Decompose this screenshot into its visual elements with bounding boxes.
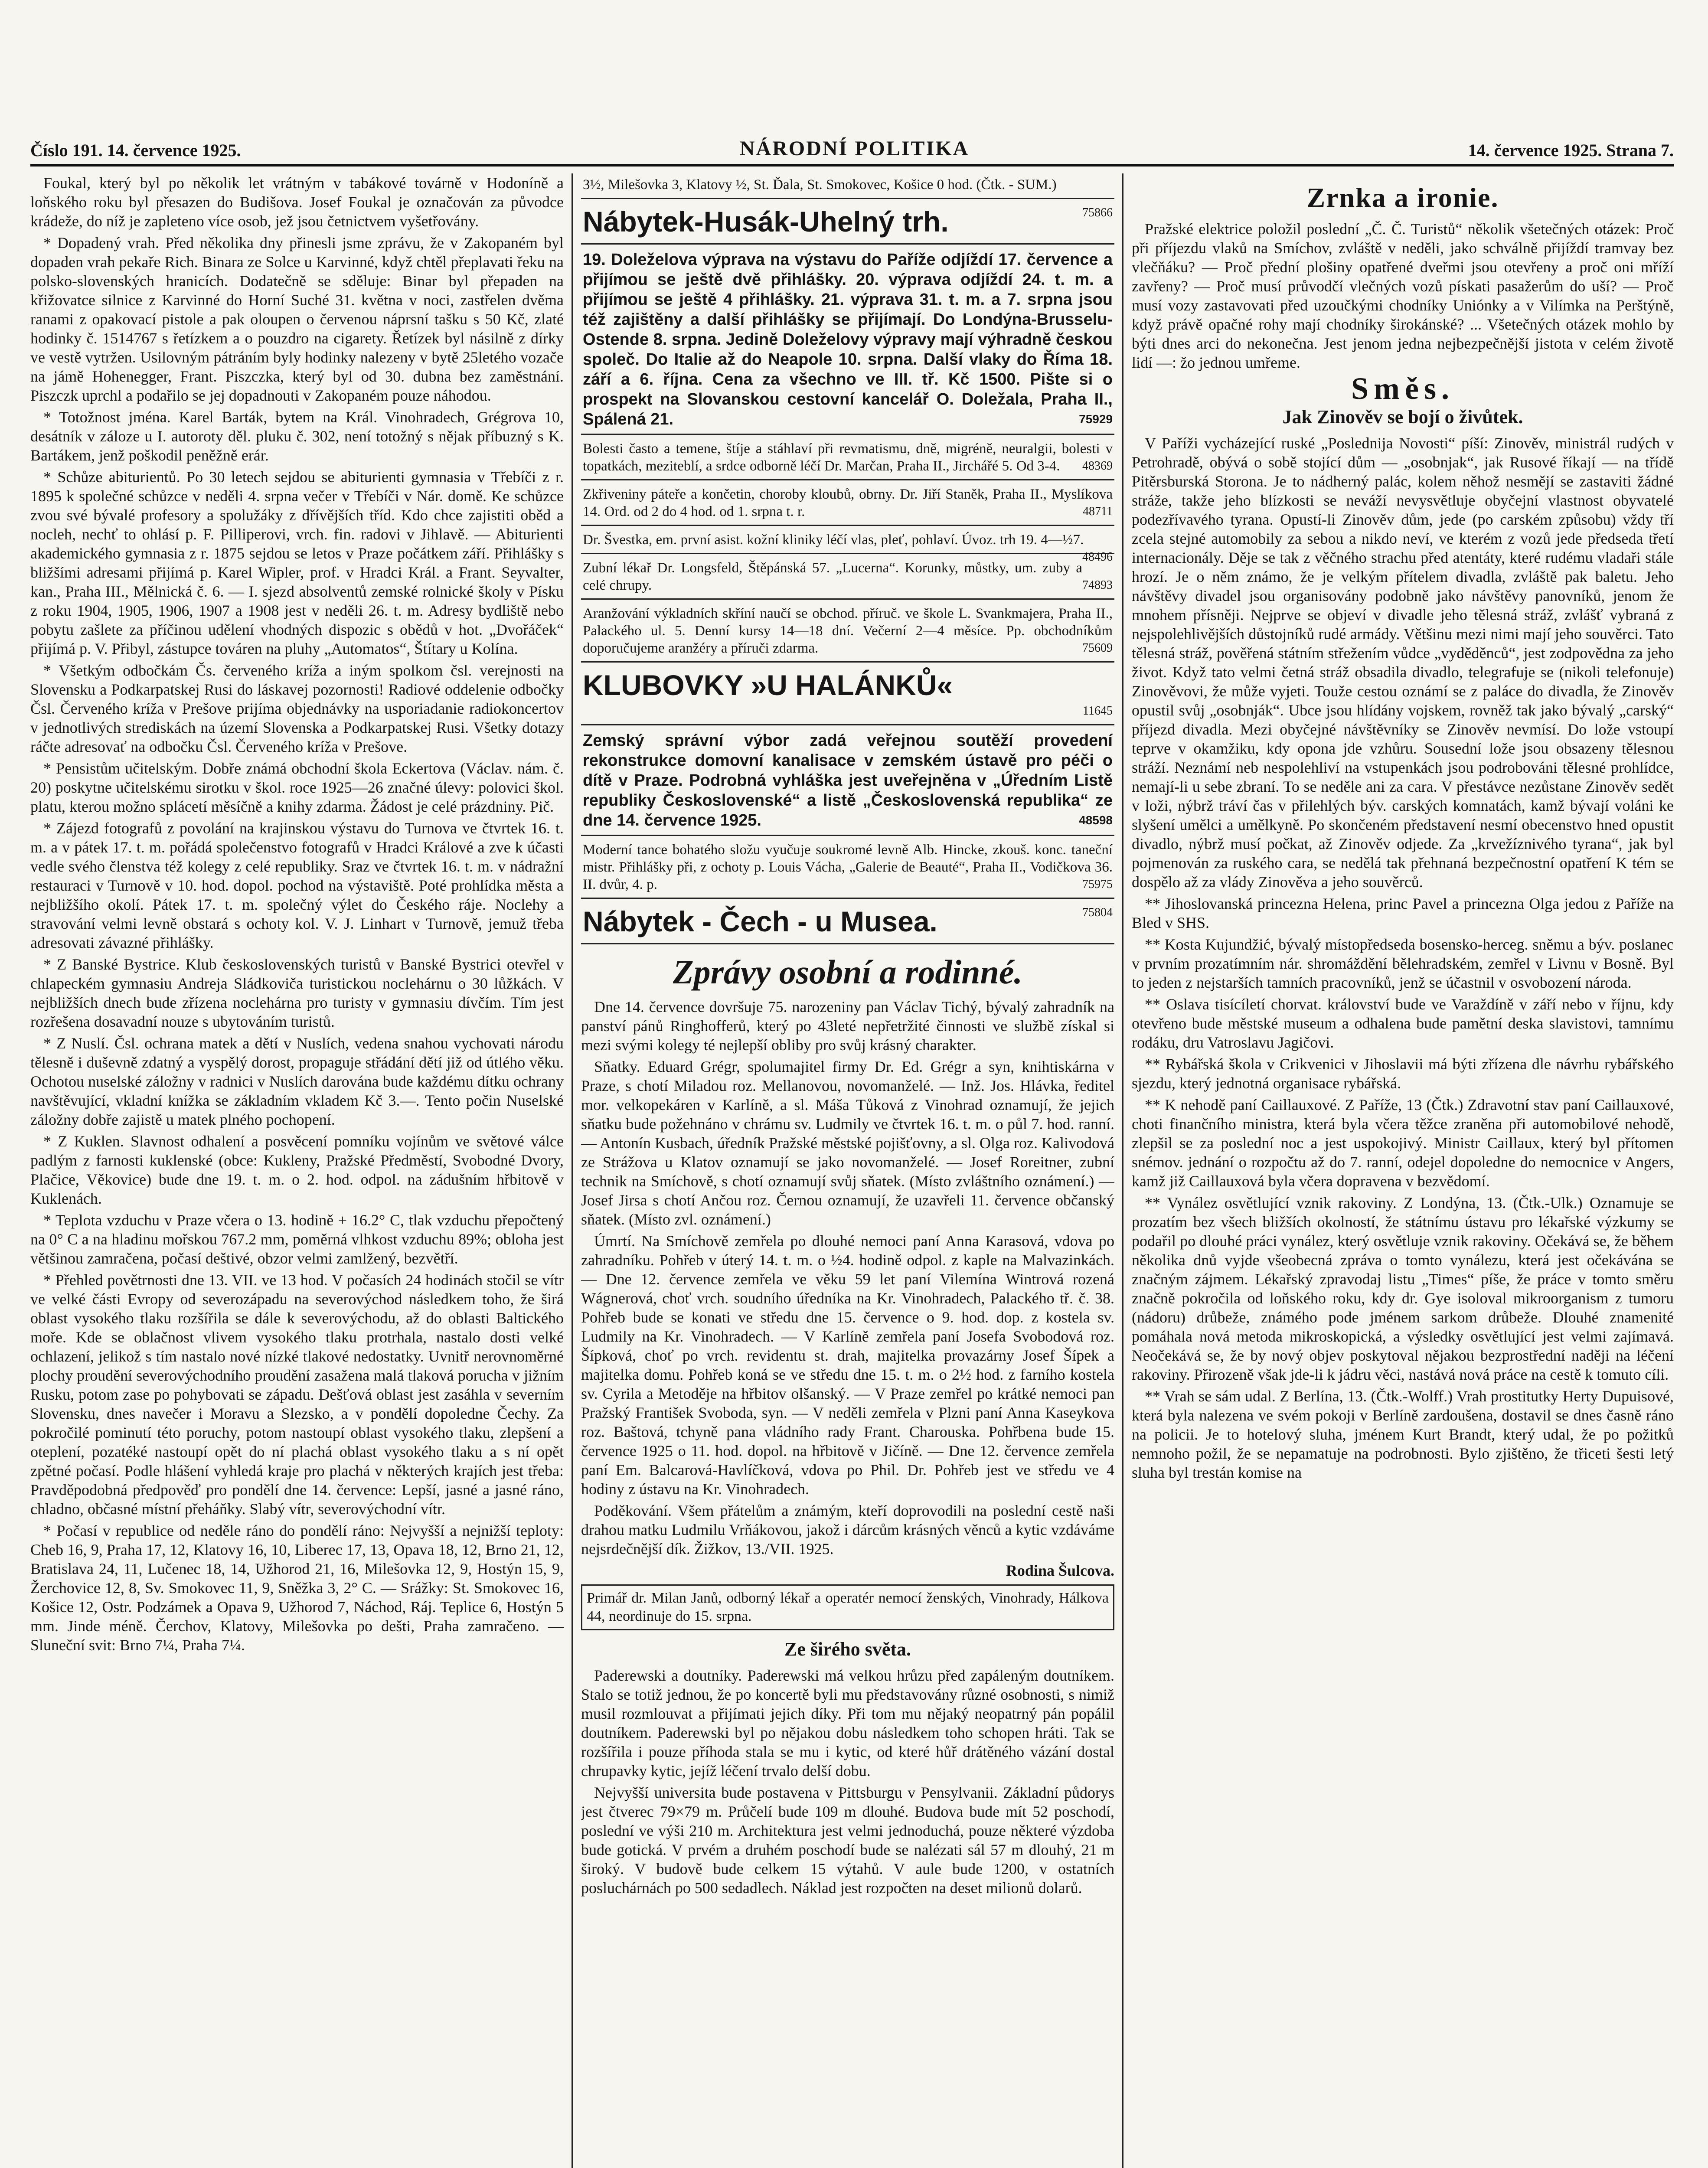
page-header [30, 130, 1674, 167]
advert-ref: 11645 [1083, 704, 1113, 718]
article-paragraph: * Totožnost jména. Karel Barták, bytem na Král. Vinohradech, Grégrova 10, desátník v záloze u I. autoroty děl. pluku č. 302, není totožný s nějak příbuzný s K. Bartákem, jenž poškodil peněžně erár. [30, 408, 564, 464]
advert-moderni-text: Moderní tance bohatého složu vyučuje soukromé levně Alb. Hincke, zkouš. konc. taneční mistr. Přihlášky při, z ochoty p. Louis Vácha, „Galerie de Beauté“, Praha II., Vodičkova 36. II. dvůr, 4. p. [583, 842, 1113, 892]
advert-cech [581, 901, 1114, 944]
weather-continuation: 3½, Milešovka 3, Klatovy ½, St. Ďala, St. Smokovec, Košice 0 hod. (Čtk. - SUM.) [581, 173, 1114, 199]
advert-moderni-tance [581, 839, 1114, 899]
article-paragraph: ** Oslava tisícíletí chorvat. království bude ve Varaždíně v září nebo v říjnu, kdy otevřeno bude městské museum a odhalena bude pamětní deska slavistovi, tamnímu rodáku, dru Vatroslavu Jagičovi. [1132, 996, 1674, 1051]
article-paragraph: ** K nehodě paní Caillauxové. Z Paříže, 13 (Čtk.) Zdravotní stav paní Caillauxové, choti finančního ministra, která byla včera těžce zraněna při automobilové nehodě, zlepšil se za poslední noc a jest uspokojivý. Ministr Caillaux, který byl přítomen snémov. jednání o rozpočtu až do 7. ranní, odejel dopoledne do nemocnice v Angers, kamž již Caillauxová byla včera dopravena v bezvědomí. [1132, 1096, 1674, 1190]
advert-ref: 48711 [1083, 505, 1113, 518]
advert-ref: 75866 [1082, 206, 1113, 219]
article-paragraph: V Paříži vycházející ruské „Poslednija Novosti“ píší: Zinověv, ministrál rudých v Petrohradě, obývá o sobě stojící dům — „osobnjak“, jak Rusové říkají — na třídě Pitěrsburská Storona. Je to nádherný palác, kolem něhož nesmějí se zastaviti žádné stráže, takže jeho blízkosti se neváží nevysvětluje obyčejní vlastnost obyvatelé podezřívavého tyrana. Opustí-li Zinověv dům, jede (po carském způsobu) vždy tří zcela stejné automobily za sebou a nikdo neví, ve kterém z vozů jede předseda třetí internacionály. Děje se tak z věčného strachu před atentáty, které rudému vladaři stále hrozí. Je o něm známo, že je velkým přítelem divadla, zvláště pak baletu. Jeho návštěvy divadel jsou organisovány podobně jako návštěvy panovníků, jenom že mnohem přísněji. Nejprve se objeví v divadle jeho tělesná stráž, zvlášť vybraná z nejspolehlivějších důstojníků rudé armády. Většinu mezi nimi mají jeho souvěrci. Tato tělesná stráž, pověřená státním střežením vůdce „vyděděnců“, jest zodpovědna za jeho život. Když tato velmi četná stráž obsadila divadlo, telegrafuje se (nikoli telefonuje) Zinověvovi, že může vyjeti. Touže cestou oznámí se z paláce do divadla, že Zinověv opustil svůj „osobnják“. Ubce jsou hlídány vojskem, rovněž tak jako bývalý „carský“ příjezd divadla. Mezi obyčejné návštěvníky se Zinověv nevmísí. Do lože vstoupí teprve v okamžiku, kdy opona jde vzhůru. Sousední lože jsou obsazeny tělesnou stráží. Neznámí neb nespolehliví na vstupenkách jsou podrobováni tělesné prohlídce, nemají-li u sebe zbraní. To se neděle ani za cara. V přestávce nezůstane Zinověv sedět v loži, nýbrž tráví čas v přilehlých býv. carských komnatách, kamž bývají voláni ke slyšení umělci a umělkyně. Po skončeném představení nesmí obecenstvo hned opustit divadlo, nýbrž musí počkat, až Zinověv odjede. Za „krvežíznivého tyrana“, jak byl pojmenován za ruského cara, se nedělá tak přehnaná bezpečnostní opatření K tém se dospělo až za vlády Zinověva a jeho souvěrců. [1132, 434, 1674, 891]
advert-ref: 48369 [1082, 459, 1113, 473]
article-paragraph: * Pensistům učitelským. Dobře známá obchodní škola Eckertova (Václav. nám. č. 20) poskytne učitelskému sirotku v škol. roce 1925—26 značné úlevy: polovici škol. platu, kterou možno splácetí měsíčně a knihy zdarma. Žádost je celé prázdniny. Pič. [30, 760, 564, 815]
article-paragraph: Foukal, který byl po několik let vrátným v tabákové továrně v Hodoníně a loňského roku byl přesazen do Budišova. Josef Foukal je označován za původce krádeže, do níž je zapleteno více osob, jež jsou četnictvem vyšetřovány. [30, 174, 564, 230]
article-paragraph: * Z Banské Bystrice. Klub československých turistů v Banské Bystrici otevřel v chlapeckém gymnasiu Andreja Sládkoviča turistickou noclehárnu o 30 lůžkách. V nejbližších dnech bude zřízena noclehárna pro turisty v gymnasiu dívčím. Tím jest rozřešena dosavadní nouze s ubytováním turistů. [30, 956, 564, 1030]
column-rule [1122, 173, 1123, 2168]
small-advert-text: Dr. Švestka, em. první asist. kožní kliniky léčí vlas, pleť, pohlaví. Úvoz. trh 19. 4—½7. [583, 532, 1084, 548]
article-paragraph: * Z Kuklen. Slavnost odhalení a posvěcení pomníku vojínům ve světové válce padlým z farnosti kuklenské (obce: Kukleny, Pražské Předměstí, Svobodné Dvory, Plačice, Věkovice) bude dne 19. t. m. o 2. hod. odpol. na zádušním hřbitově v Kuklenách. [30, 1133, 564, 1207]
small-advert [581, 557, 1114, 600]
column-2 [581, 173, 1114, 2168]
article-paragraph: * Přehled povětrnosti dne 13. VII. ve 13 hod. V počasích 24 hodinách stočil se vítr ve velké části Evropy od severozápadu na severovýchod následkem toho, že širá oblast vysokého tlaku rozšířila se dále k severovýchodu, až do oblasti Baltického moře. Kde se oblačnost vlivem vysokého tlaku protrhala, nastalo dosti velké ochlazení, jelikož s tím nastalo nové nízké tlakové nedostatky. Uvnitř nerovnoměrné plochy proudění severovýchodního proudění zasažena malá tlaková porucha v jižním Rusku, potom zase po pohybovati se západu. Dešťová oblast jest zasáhla v severním Slovensku, dnes navečer i Moravu a Slezsko, a v pondělí dopoledne Čechy. Za pokročilé pominutí této poruchy, potom nastoupí oblast vysokého tlaku, zlepšení a oteplení, pozatéké nastoupí opět do ní plachá oblast vysokého tlaku a s ní opět zpětné počasí. Podle hlášení vyhledá kraje pro plachá v některých krajích jest třeba: Pravděpodobná předpověď pro pondělí dne 14. července: Lepší, jasné a jasné ráno, chladno, občasné místní přeháňky. Slabý vítr, severovýchodní vítr. [30, 1271, 564, 1518]
article-paragraph: * Schůze abiturientů. Po 30 letech sejdou se abiturienti gymnasia v Třebíči z r. 1895 k společné schůzce v neděli 4. srpna večer v Třebíči v Nár. domě. Ke schůzce zvou své bývalé profesory a spolužáky z dřívějších tříd. Kdo chce zajistiti oběd a nocleh, nechť to ohlásí p. F. Pilliperovi, vrch. fin. radovi v Jihlavě. — Abiturienti akademického gymnasia z r. 1875 sejdou se letos v Praze počátkem září. Přihlášky s bližšími adresami přijímá p. Karel Wipler, prof. v Hradci Král. a Frant. Seyvalter, kan., Praha III., Mělnická č. 6. — I. sjezd absolventů zemské rolnické školy v Písku z roku 1904, 1905, 1906, 1907 a 1908 jest v neděli 26. t. m. Adresy bydliště nebo pobytu zašlete za příčinou udělení vhodných dispozic s obědů v hot. „Dvořáček“ přijímá p. V. Přibyl, zástupce továren na pluhy „Automatos“, Štítary u Kolína. [30, 468, 564, 657]
advert-husak-title: Nábytek-Husák-Uhelný trh. [583, 206, 949, 238]
advert-zemsky-text: Zemský správní výbor zadá veřejnou soutěží provedení rekonstrukce domovní kanalisace v zemském ústavě pro péči o dítě v Praze. Podrobná vyhláška jest uveřejněna v „Úředním Listě republiky Československé“ a listě „Československá republika“ ze dne 14. července 1925. [583, 731, 1113, 829]
advert-ref: 75929 [1079, 412, 1113, 426]
small-advert-text: Zkřiveniny páteře a končetin, choroby kloubů, obrny. Dr. Jiří Staněk, Praha II., Myslíkova 14. Ord. od 2 do 4 hod. od 1. srpna t. r. [583, 486, 1113, 519]
advert-klubovky [581, 665, 1114, 725]
article-paragraph: * Všetkým odbočkám Čs. červeného kríža a iným spolkom čsl. verejnosti na Slovensku a Podkarpatskej Rusi do láskavej pozornosti! Radiové oddelenie odbočky Čsl. Červeného kríža v Prešove prijíma objednávky na usporiadanie radiokoncertov v jednotlivých strediskách na území Slovenska a Podkarpatskej Rusi. Všetky dotazy ráčte adresovať na odbočku Čsl. Červeného kríža v Prešove. [30, 662, 564, 755]
column-3 [1132, 173, 1674, 2168]
article-paragraph: Sňatky. Eduard Grégr, spolumajitel firmy Dr. Ed. Grégr a syn, knihtiskárna v Praze, s chotí Miladou roz. Mellanovou, novomanželé. — Inž. Jos. Hlávka, ředitel mor. velkopekáren v Karlíně, a sl. Máša Tůková z Vinohrad oznamují, že jejich sňatku bude požehnáno v chrámu sv. Ludmily ve čtvrtek 16. t. m. o půl 7. hod. ranní. — Antonín Kusbach, úředník Pražské městské pojišťovny, a sl. Olga roz. Kalivodová ze Strážova u Klatov oznamují se jako novomanželé. — Josef Roreitner, zubní technik na Smíchově, s chotí oznamují svůj sňatek. (Místo zvláštního oznámení.) — Josef Jirsa s chotí Ančou roz. Černou oznamují, že uzavřeli 11. července občanský sňatek. (Místo zvl. oznámení.) [581, 1058, 1114, 1228]
article-paragraph: * Teplota vzduchu v Praze včera o 13. hodině + 16.2° C, tlak vzduchu přepočtený na 0° C a na hladinu mořskou 767.2 mm, poměrná vlhkost vzduchu 89%; obloha jest většinou zamračena, počasí deštivé, obzor velmi zamlžený, bezvětří. [30, 1211, 564, 1267]
advert-zemsky [581, 728, 1114, 836]
advert-dolezal-text: 19. Doleželova výprava na výstavu do Paříže odjíždí 17. července a přijímou se ještě dvě přihlášky. 20. výprava odjíždí 24. t. m. a přijímou se ještě 4 přihlášky. 21. výprava 31. t. m. a 7. srpna jsou též zajištěny a další přihlášky se přijímají. Do Londýna-Brusselu-Ostende 8. srpna. Jedině Doleželovy výpravy mají výhradně českou společ. Do Italie až do Neapole 10. srpna. Další vlaky do Říma 18. září a 6. října. Cena za všechno ve III. tř. Kč 1500. Pište si o prospekt na Slovanskou cestovní kancelář O. Doležala, Praha II., Spálená 21. [583, 251, 1113, 428]
article-paragraph: * Zájezd fotografů z povolání na krajinskou výstavu do Turnova ve čtvrtek 16. t. m. a v pátek 17. t. m. pořádá společenstvo fotografů v Hradci Králové a zve k účasti vedle svého členstva též kolegy z celé republiky. Sraz ve čtvrtek 16. t. m. v nádražní restauraci v Turnově v 10. hod. dopol. pochod na výstaviště. Poté prohlídka města a nejbližšího okolí. Pátek 17. t. m. společný výlet do Českého ráje. Noclehy a stravování velmi levně obstará s ochoty kol. V. J. Linhart v Turnově, jemuž třeba adresovati závazné přihlášky. [30, 820, 564, 951]
advert-ref: 75804 [1082, 906, 1113, 919]
small-advert-text: Bolesti často a temene, štíje a stáhlaví při revmatismu, dně, migréně, neuralgii, bolesti v topatkách, meziteblí, a srdce odborně léčí Dr. Marčan, Praha II., Jirchářé 5. Od 3-4. [583, 441, 1113, 474]
article-paragraph: ** Vrah se sám udal. Z Berlína, 13. (Čtk.-Wolff.) Vrah prostitutky Herty Dupuisové, která byla nalezena ve svém pokoji v Berlíně zardoušena, dostavil se dnes časně ráno na policii. Je to hotelový sluha, jménem Kurt Brandt, který udal, že po požitků nemnoho požil, že se nepamatuje na podrobnosti. Bylo zjištěno, že třiceti šesti letý sluha byl trestán komise na [1132, 1388, 1674, 1481]
advert-dolezal [581, 247, 1114, 435]
small-advert-text: Aranžování výkladních skříní naučí se obchod. příruč. ve škole L. Svankmajera, Praha II., Palackého ul. 5. Denní kursy 14—18 dní. Večerní 2—4 měsíce. Pp. obchodníkům doporučujeme aranžéry a příruči zdarma. [583, 606, 1113, 656]
signature: Rodina Šulcova. [1006, 1562, 1114, 1579]
advert-ref: 75975 [1082, 878, 1113, 891]
article-paragraph: ** Rybářská škola v Crikvenici v Jihoslavii má býti zřízena dle návrhu rybářského sjezdu, který jednotná organisace rybářská. [1132, 1055, 1674, 1092]
article-paragraph: ** Jihoslovanská princezna Helena, princ Pavel a princezna Olga jedou z Paříže na Bled v SHS. [1132, 895, 1674, 931]
small-advert-text: Zubní lékař Dr. Longsfeld, Štěpánská 57. „Lucerna“. Korunky, můstky, um. zuby a celé chrupy. [583, 560, 1082, 593]
advert-husak [581, 202, 1114, 245]
notice-primar: Primář dr. Milan Janů, odborný lékař a operatér nemocí ženských, Vinohrady, Hálkova 44, neordinuje do 15. srpna. [581, 1584, 1114, 1630]
advert-ref: 48598 [1079, 813, 1113, 827]
column-rule [572, 173, 573, 2168]
small-advert [581, 529, 1114, 564]
advert-klubovky-title: KLUBOVKY »U HALÁNKŮ« [583, 669, 953, 701]
small-advert [581, 602, 1114, 663]
article-paragraph: Pražské elektrice položil poslední „Č. Č. Turistů“ několik všetečných otázek: Proč při příjezdu vlaků na Smíchov, zvláště v neděli, jako schválně přijíždí tramvay bez vlečňáku? — Proč přední plošiny opatřené dveřmi jsou otevřeny a proč oni mříží zavřeny? — Proč musí průvodčí vlečných vozů pískati pasažerům do uší? — Proč musí vozy zastavovati před uzoučkými chodníky Uniónky a v Vilímka na Perštýně, když právě opačné rohy mají chodníky širokánské? ... Všetečných otázek mohlo by býti dnes arci do nekonečna. Jest jenom jedna nejbezpečnější jistota v celém životě lidí —: žo jednou umřeme. [1132, 220, 1674, 371]
page-number: 14. července 1925. Strana 7. [1468, 140, 1674, 160]
article-paragraph: * Z Nuslí. Čsl. ochrana matek a dětí v Nuslích, vedena snahou vychovati národu tělesně i duševně zdatný a vyspělý dorost, propaguje střádání dětí již od útlého věku. Ochotou nuselské záložny v radnici v Nuslích darována bude každému dítku ochrany navštěvující, vkladní knížka se základním vkladem Kč 3.—. Tento počin Nuselské záložny dobře zajistě u matek plného pochopení. [30, 1035, 564, 1128]
section-title-smes: Směs. [1351, 371, 1454, 406]
article-paragraph: ** Kosta Kujundžić, bývalý místopředseda bosensko-herceg. sněmu a býv. poslanec v prvním prozatímním nár. shromáždění bělehradském, zemřel v Livnu v Bosně. Byl to jeden z nejstarších tamních pracovníků, jenž se účastnil v osvobození národa. [1132, 936, 1674, 991]
article-paragraph: * Dopadený vrah. Před několika dny přinesli jsme zprávu, že v Zakopaném byl dopaden vrah pekaře Rich. Binara ze Solce u Karvinné, když chtěl přeplavati řeku na polsko-slovenských hranicích. Dodatečně se sděluje: Binar byl přepaden na křižovatce silnice z Karvinné do Horní Suché 31. května v noci, zastřelen dvěma ranami z opakovací pistole a pak oloupen o červenou náprsní tašku s 50 Kč, zlaté hodinky č. 1514767 s řetízkem a o pouzdro na cigarety. Řetízek byl násilně z dírky ve vestě vytržen. Usilovným pátráním byly hodinky nalezeny v bytě 25letého vozače na jámě Hohenegger, Frant. Piszczka, který byl od 30. dubna bez zaměstnání. Piszczk uprchl a podařilo se jej dopadnouti v Zakopaném pouze náhodou. [30, 234, 564, 404]
masthead: NÁRODNÍ POLITIKA [739, 137, 970, 160]
column-1 [30, 173, 564, 2168]
article-paragraph: ** Vynález osvětlující vznik rakoviny. Z Londýna, 13. (Čtk.-Ulk.) Oznamuje se prozatím bez všech bližších okolností, že státnímu ústavu pro lékařské výzkumy se podařil po dlouhé práci vynález, který osvětluje vznik rakoviny. Očekává se, že během několika dnů vyjde všeobecná zpráva o tomto vynálezu, která jest očekávána se značným zájmem. Lékařský zpravodaj listu „Times“ píše, že práce v tomto směru značně pokročila od loňského roku, kdy dr. Gye isoloval mikroorganism z tumoru (nádoru) drůbeže, známého pode jménem sarkom drůbeže. Dlouhé znamenité pomáhala nová metoda mikroskopická, a výsledky osvětlující jest velmi zajímavá. Neočekává se, že by nový objev poskytoval nějakou bezprostřední naději na léčení rakoviny. Přirozeně však jde-li k jádru věci, nastává nová práce na cestě k tomuto cíli. [1132, 1194, 1674, 1383]
section-title-zpravy: Zprávy osobní a rodinné. [673, 953, 1023, 991]
small-advert [581, 483, 1114, 526]
small-advert [581, 438, 1114, 480]
article-paragraph: * Počasí v republice od neděle ráno do pondělí ráno: Nejvyšší a nejnižší teploty: Cheb 16, 9, Praha 17, 12, Klatovy 16, 10, Liberec 17, 13, Opava 18, 12, Brno 21, 12, Bratislava 24, 11, Lučenec 18, 14, Užhorod 21, 16, Milešovka 12, 9, Hostýn 15, 9, Žerchovice 12, 8, Sv. Smokovec 11, 9, Sněžka 3, 2° C. — Srážky: St. Smokovec 16, Košice 12, Ostr. Podzámek a Opava 9, Užhorod 7, Náchod, Ráj. Teplice 6, Hostýn 5 mm. Jinde méně. Čerchov, Klatovy, Milešovka po dešti, Praha zamračeno. — Sluneční svit: Brno 7¼, Praha 7¼. [30, 1522, 564, 1654]
article-paragraph: Nejvyšší universita bude postavena v Pittsburgu v Pensylvanii. Základní půdorys jest čtverec 79×79 m. Průčelí bude 109 m dlouhé. Budova bude mít 52 poschodí, poslední ve výši 210 m. Architektura jest velmi jednoduchá, pouze některé výzdoba bude gotická. V prvém a druhém poschodí bude se nalézati sál 57 m dlouhý, 21 m široký. V budově bude celkem 15 výtahů. V aule bude 1200, v ostatních posluchárnách po 500 sedadlech. Náklad jest rozpočten na deset milionů dolarů. [581, 1784, 1114, 1897]
issue-number: Číslo 191. 14. července 1925. [30, 140, 241, 160]
advert-ref: 74893 [1082, 578, 1113, 592]
article-paragraph: Paderewski a doutníky. Paderewski má velkou hrůzu před zapáleným doutníkem. Stalo se totiž jednou, že po koncertě byli mu představovány různé osobnosti, s nimiž musil rozmlouvat a přijímati jejich díky. Při tom mu nějaký neopatrný pán popálil doutníkem. Paderewski byl po nějakou dobu následkem toho schopen hráti. Tak se rozšířila i pouze příhoda stala se mu i kytic, od které hůř drátěného vázání dostal chrupavky kytic, jejíž léčení trvalo delší dobu. [581, 1667, 1114, 1779]
advert-cech-title: Nábytek - Čech - u Musea. [583, 905, 937, 937]
article-paragraph: Dne 14. července dovršuje 75. narozeniny pan Václav Tichý, bývalý zahradník na panství pánů Ringhofferů, který po 43leté nepřetržité činnosti ve službě získal si mezi svými kolegy té nejlepší obliby pro svůj krásný charakter. [581, 998, 1114, 1054]
section-title-zrnka: Zrnka a ironie. [1306, 182, 1499, 213]
article-paragraph: Úmrtí. Na Smíchově zemřela po dlouhé nemoci paní Anna Karasová, vdova po zahradníku. Pohřeb v úterý 14. t. m. o ½4. hodině odpol. z kaple na Malvazinkách. — Dne 12. července zemřela ve věku 59 let paní Vilemína Wintrová rozená Wágnerová, choť vrch. soudního úředníka na Kr. Vinohradech, Palackého tř. č. 38. Pohřeb bude se konati ve středu dne 15. července o 9. hod. dop. z kostela sv. Ludmily na Kr. Vinohradech. — V Karlíně zemřela paní Josefa Svobodová roz. Šípková, choť po vrch. revidentu st. drah, majitelka provazárny Josef Šípek a majitelka domu. Pohřeb koná se ve středu dne 15. t. m. o 2½ hod. z farního kostela sv. Cyrila a Metoděje na hřbitov olšanský. — V Praze zemřel po krátké nemoci pan Pražský František Svoboda, syn. — V neděli zemřela v Plzni paní Anna Kaseykova roz. Baštová, tchyně pana vládního rady Frant. Charouska. Pohřbena bude 15. července 1925 o 11. hod. dopol. na hřbitově v Jičíně. — Dne 12. července zemřela paní Em. Balcarová-Havlíčková, vdova po Phil. Dr. Pohřeb jest ve středu ve 4 hodiny z ústavu na Kr. Vinohradech. [581, 1232, 1114, 1498]
advert-ref: 48496 [1082, 550, 1113, 564]
article-paragraph: Poděkování. Všem přátelům a známým, kteří doprovodili na poslední cestě naši drahou matku Ludmilu Vrňákovou, jakož i dárcům krásných věnců a kytic vzdáváme nejsrdečnější dík. Žižkov, 13./VII. 1925. [581, 1502, 1114, 1557]
advert-ref: 75609 [1082, 641, 1113, 655]
article-title: Jak Zinověv se bojí o živůtek. [1282, 406, 1523, 428]
section-title-sireho: Ze širého světa. [784, 1639, 911, 1660]
